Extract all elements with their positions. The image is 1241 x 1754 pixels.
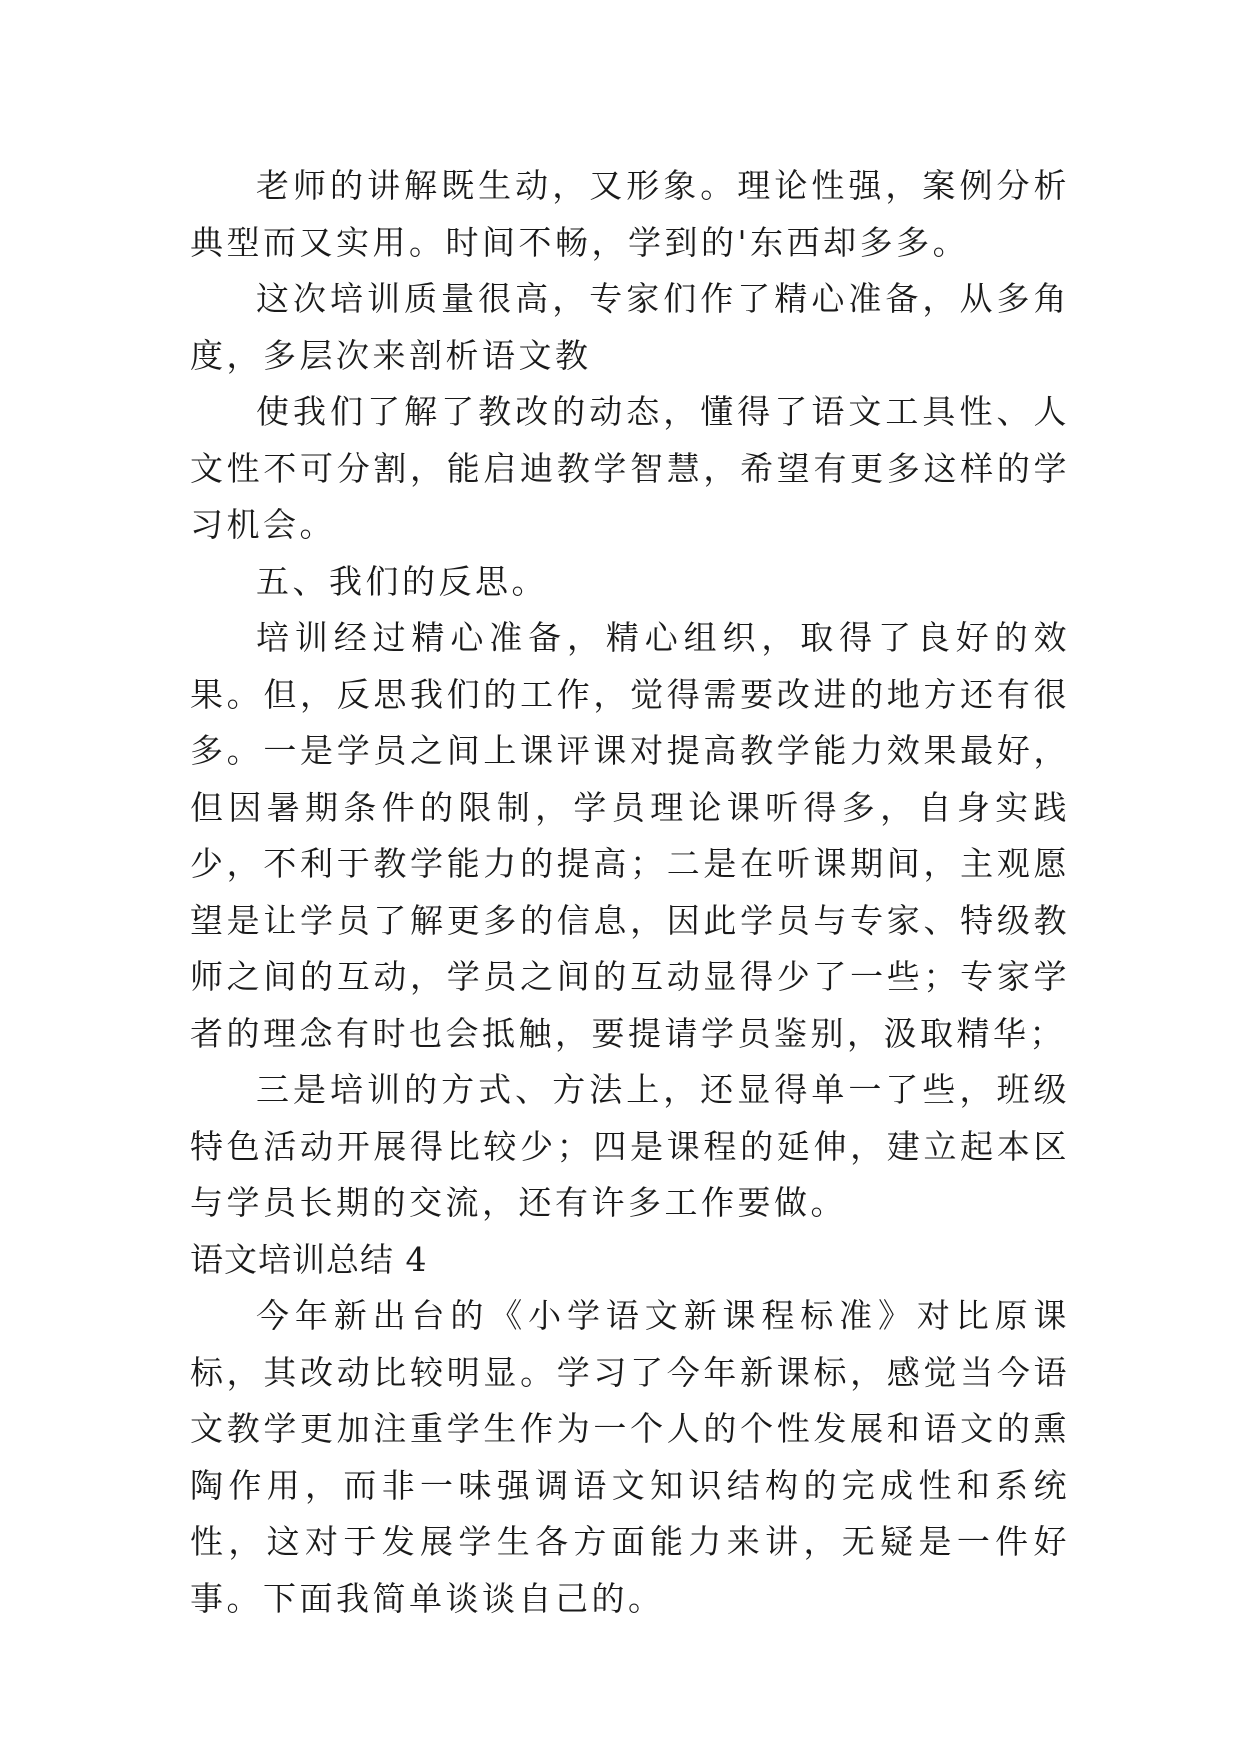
paragraph-new-curriculum: 今年新出台的《小学语文新课程标准》对比原课标，其改动比较明显。学习了今年新课标，感觉当今语文教学更加注重学生作为一个人的个性发展和语文的熏陶作用，而非一味强调语文知识结构的完成性和系统性，这对于发展学生各方面能力来讲，无疑是一件好事。下面我简单谈谈自己的。: [190, 1296, 1070, 1618]
document-body: [190, 158, 1070, 1627]
section-heading: 语文培训总结 4: [190, 1239, 428, 1279]
paragraph-reflection-heading: 五、我们的反思。: [256, 561, 548, 601]
paragraph-reflection-methods: 三是培训的方式、方法上，还显得单一了些，班级特色活动开展得比较少；四是课程的延伸，建立起本区与学员长期的交流，还有许多工作要做。: [190, 1070, 1070, 1222]
paragraph-reflection-body: 培训经过精心准备，精心组织，取得了良好的效果。但，反思我们的工作，觉得需要改进的地方还有很多。一是学员之间上课评课对提高教学能力效果最好，但因暑期条件的限制，学员理论课听得多，自身实践少，不利于教学能力的提高；二是在听课期间，主观愿望是让学员了解更多的信息，因此学员与专家、特级教师之间的互动，学员之间的互动显得少了一些；专家学者的理念有时也会抵触，要提请学员鉴别，汲取精华；: [190, 618, 1070, 1053]
paragraph-training-quality: 这次培训质量很高，专家们作了精心准备，从多角度，多层次来剖析语文教: [190, 279, 1070, 375]
paragraph-lecture-praise: 老师的讲解既生动，又形象。理论性强，案例分析典型而又实用。时间不畅，学到的'东西却多多。: [190, 166, 1070, 262]
paragraph-reform-understanding: 使我们了解了教改的动态，懂得了语文工具性、人文性不可分割，能启迪教学智慧，希望有更多这样的学习机会。: [190, 392, 1070, 544]
